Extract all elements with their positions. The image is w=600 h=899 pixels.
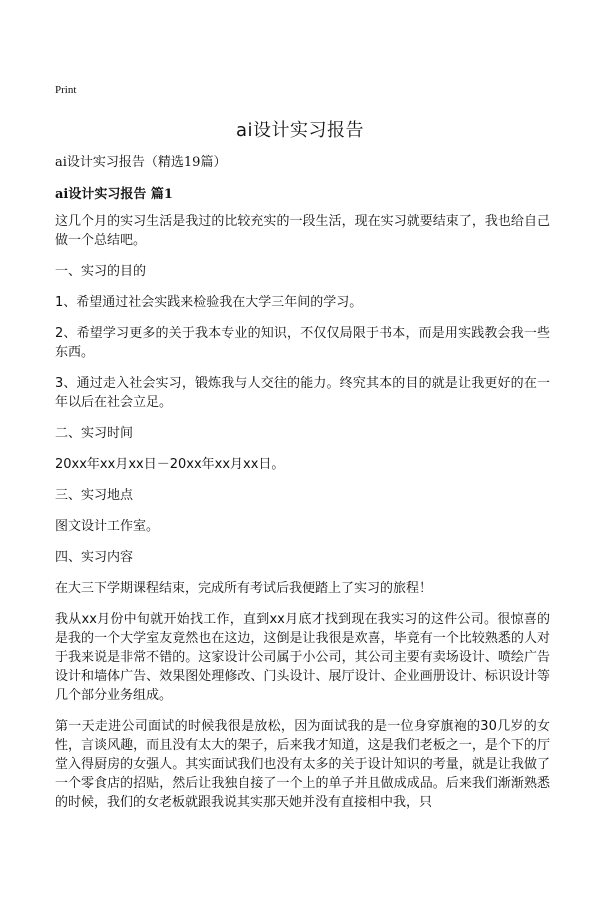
purpose-item-1: 1、希望通过社会实践来检验我在大学三年间的学习。 [55,295,363,310]
document-subtitle: ai设计实习报告（精选19篇） [55,155,227,170]
print-label: Print [55,84,77,96]
paragraph-intro: 这几个月的实习生活是我过的比较充实的一段生活，现在实习就要结束了，我也给自己做一个总结吧。 [55,214,550,248]
document-title: ai设计实习报告 [235,120,365,141]
heading-purpose: 一、实习的目的 [55,264,147,279]
purpose-item-3: 3、通过走入社会实习，锻炼我与人交往的能力。终究其本的目的就是让我更好的在一年以后在社会立足。 [55,376,550,410]
section-heading: ai设计实习报告 篇1 [55,187,173,202]
internship-location: 图文设计工作室。 [55,519,160,534]
heading-content: 四、实习内容 [55,550,134,565]
paragraph-interview: 第一天走进公司面试的时候我很是放松，因为面试我的是一位身穿旗袍的30几岁的女性，言谈风趣，而且没有太大的架子，后来我才知道，这是我们老板之一，是个下的厅堂入得厨房的女强人。其实面试我们也没有太多的关于设计知识的考量，就是让我做了一个零食店的招贴，然后让我独自接了一个上的单子并且做成成品。后来我们渐渐熟悉的时候，我们的女老板就跟我说其实那天她并没有直接相中我，只 [55,719,550,810]
paragraph-company: 我从xx月份中旬就开始找工作，直到xx月底才找到现在我实习的这件公司。很惊喜的是我的一个大学室友竟然也在这边，这倒是让我很是欢喜，毕竟有一个比较熟悉的人对于我来说是非常不错的。这家设计公司属于小公司，其公司主要有卖场设计、喷绘广告设计和墙体广告、效果图处理修改、门头设计、展厅设计、企业画册设计、标识设计等几个部分业务组成。 [55,612,550,703]
purpose-item-2: 2、希望学习更多的关于我本专业的知识，不仅仅局限于书本，而是用实践教会我一些东西。 [55,326,550,360]
internship-dates: 20xx年xx月xx日－20xx年xx月xx日。 [55,457,285,472]
paragraph-start: 在大三下学期课程结束，完成所有考试后我便踏上了实习的旅程！ [55,581,433,596]
heading-time: 二、实习时间 [55,426,134,441]
document-body [55,212,550,824]
heading-location: 三、实习地点 [55,488,134,503]
